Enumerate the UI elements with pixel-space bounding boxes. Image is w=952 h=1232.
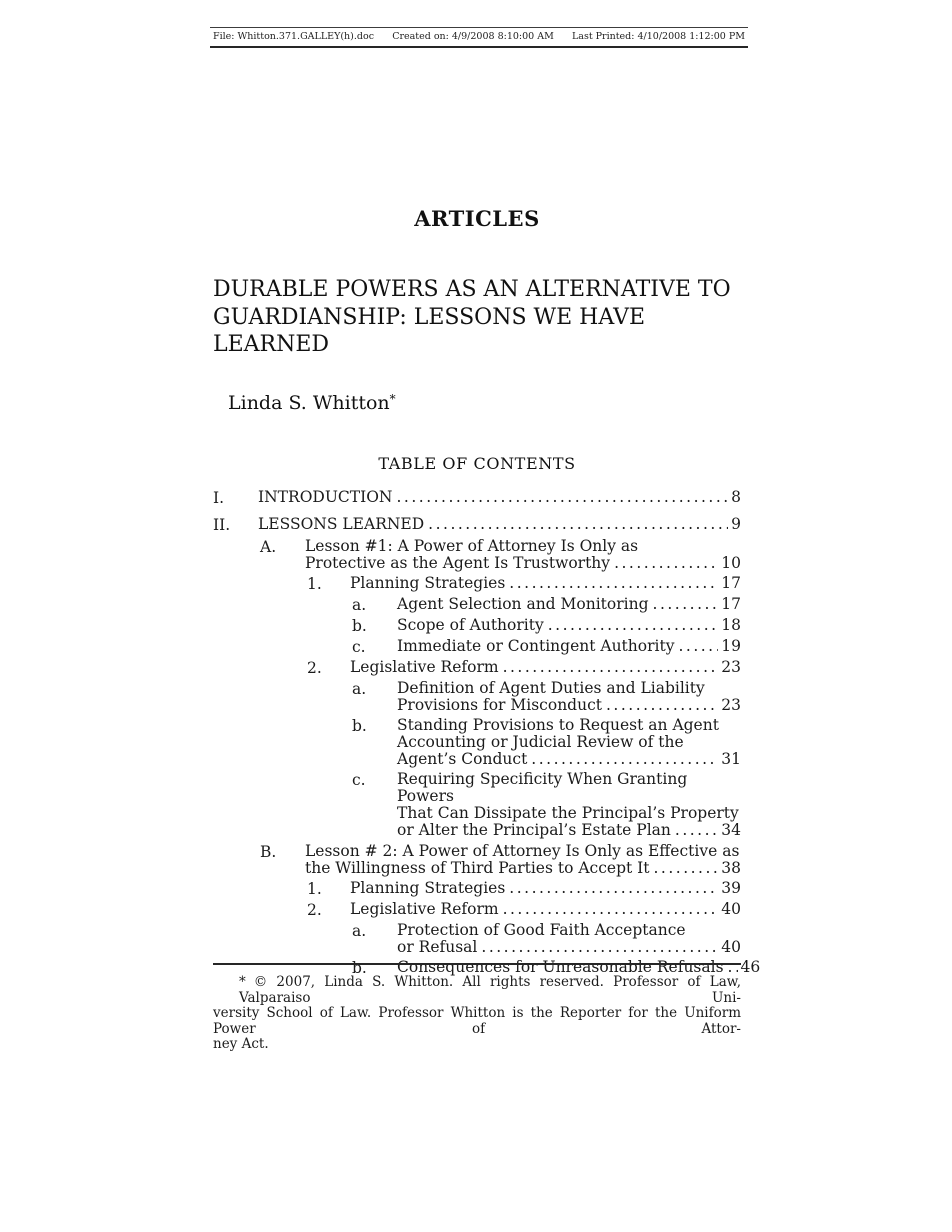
toc-entry-line [397,617,741,634]
toc-entry-label: II. [213,516,231,534]
footnote-line: ney Act. [213,1036,269,1052]
toc-entry-label: c. [352,638,366,656]
dot-leader [428,516,728,533]
toc-entry-body [397,638,741,656]
dot-leader [548,617,719,634]
toc-entry [352,680,741,714]
toc-entry-body [397,596,741,614]
toc-entry-line [350,659,741,676]
toc-entry-label: b. [352,717,367,735]
toc-entry-line: Requiring Specificity When Granting Powers [397,770,688,805]
article-title [213,276,745,359]
footnote-separator-rule [213,963,741,965]
toc-entry-text: Planning Strategies [350,574,506,592]
header-file-name: File: Whitton.371.GALLEY(h).doc [213,31,375,42]
footnote-text: © 2007, Linda S. Whitton. All rights reserved. Professor of Law, Valparaiso Uni- [239,974,741,1006]
toc-entry-label: 1. [307,880,322,898]
toc-page-number: 17 [721,574,741,592]
toc-entry [260,843,741,877]
toc-entry [352,717,741,768]
toc-entry-line [397,697,741,714]
toc-entry-text: Legislative Reform [350,658,499,676]
toc-entry [307,901,741,919]
toc-entry-body [397,922,741,956]
toc-entry-body [350,880,741,898]
toc-list [213,488,761,977]
toc-entry-body [397,771,741,839]
toc-entry-line: Protection of Good Faith Acceptance [397,921,686,939]
toc-entry [352,922,741,956]
toc-page-number: 46 [740,958,761,976]
toc-entry-text: the Willingness of Third Parties to Accept It [305,859,650,877]
footnote-line: versity School of Law. Professor Whitton is the Reporter for the Uniform Power of Attor- [213,1005,741,1037]
toc-entry [260,538,741,572]
toc-page-number: 40 [721,938,741,956]
toc-entry-text: Consequences for Unreasonable Refusals [397,958,724,976]
toc-page-number: 31 [721,750,741,768]
toc-entry-body [305,843,741,877]
toc-page-number: 10 [721,554,741,572]
author-name: Linda S. Whitton [228,392,390,414]
toc-entry-label: I. [213,489,225,507]
toc-entry-body [397,680,741,714]
toc-entry-body [258,489,741,507]
toc-entry-label: b. [352,959,367,977]
toc-entry-text: Planning Strategies [350,879,506,897]
dot-leader [509,880,718,897]
section-heading: ARTICLES [414,206,540,231]
toc-entry-line [397,751,741,768]
toc-entry-text: INTRODUCTION [258,488,393,506]
toc-entry-line [397,596,741,613]
toc-entry-text: or Refusal [397,938,478,956]
toc-page-number: 23 [721,658,741,676]
toc-page-number: 17 [721,595,741,613]
toc-page-number: 18 [721,616,741,634]
footnote-line [213,975,741,1006]
toc-entry-line [350,880,741,897]
toc-entry-line [350,575,741,592]
toc-entry-line [397,638,741,655]
toc-entry-line [258,489,741,506]
toc-page-number: 39 [721,879,741,897]
toc-entry-label: 1. [307,575,322,593]
toc-entry [352,617,741,635]
dot-leader [531,751,718,768]
dot-leader [678,638,718,655]
footnote [213,975,741,1053]
toc-entry-label: a. [352,596,367,614]
toc-entry-body [350,659,741,677]
toc-entry-text: Scope of Authority [397,616,544,634]
toc-entry-body [350,575,741,593]
toc-entry-line [350,901,741,918]
header-created-timestamp: Created on: 4/9/2008 8:10:00 AM [392,31,554,42]
dot-leader [481,939,718,956]
toc-page-number: 19 [721,637,741,655]
toc-entry-body [397,617,741,635]
toc-entry [352,638,741,656]
toc-entry [352,771,741,839]
toc-heading: TABLE OF CONTENTS [378,454,576,473]
toc-entry-text: Protective as the Agent Is Trustworthy [305,554,611,572]
dot-leader [654,860,719,877]
toc-entry-line: Definition of Agent Duties and Liability [397,679,705,697]
toc-entry-text: Legislative Reform [350,900,499,918]
toc-entry-text: or Alter the Principal’s Estate Plan [397,821,671,839]
toc-entry-body [258,516,741,534]
toc-entry-line: That Can Dissipate the Principal’s Property [397,804,739,822]
toc-entry-text: Provisions for Misconduct [397,696,602,714]
toc-entry-line: Lesson #1: A Power of Attorney Is Only as [305,537,639,555]
dot-leader [503,659,719,676]
toc-entry-text: LESSONS LEARNED [258,515,425,533]
author-line [228,392,396,414]
toc-entry-line: Standing Provisions to Request an Agent [397,716,719,734]
toc-entry-line: Lesson # 2: A Power of Attorney Is Only as Effective as [305,842,740,860]
toc-entry-line [305,860,741,877]
toc-page-number: 38 [721,859,741,877]
toc-entry [307,880,741,898]
toc-entry-text: Agent Selection and Monitoring [397,595,649,613]
toc-entry-label: a. [352,922,367,940]
toc-entry [213,489,741,507]
toc-entry-line [258,516,741,533]
toc-entry-text: Immediate or Contingent Authority [397,637,675,655]
header-last-printed-timestamp: Last Printed: 4/10/2008 1:12:00 PM [571,31,745,42]
dot-leader [675,822,718,839]
article-title-line-3: LEARNED [213,332,330,357]
toc-entry-line: Accounting or Judicial Review of the [397,733,684,751]
toc-entry-label: B. [260,843,277,861]
toc-entry-line [397,939,741,956]
toc-entry-label: A. [260,538,277,556]
author-footnote-marker: * [389,392,396,406]
toc-entry-label: 2. [307,901,322,919]
toc-page-number: 23 [721,696,741,714]
toc-entry-line [397,822,741,839]
dot-leader [509,575,718,592]
toc-entry-line [305,555,741,572]
article-title-line-2: GUARDIANSHIP: LESSONS WE HAVE [213,304,646,330]
toc-page-number: 34 [721,821,741,839]
galley-header [210,27,748,48]
toc-entry-body [305,538,741,572]
toc-entry-label: c. [352,771,366,789]
toc-entry [307,659,741,677]
toc-entry [307,575,741,593]
toc-entry-body [397,717,741,768]
dot-leader [614,555,718,572]
dot-leader [606,697,718,714]
article-title-line-1: DURABLE POWERS AS AN ALTERNATIVE TO [213,277,731,302]
dot-leader [503,901,719,918]
toc-entry [352,596,741,614]
toc-entry-text: Agent’s Conduct [397,750,528,768]
footnote-marker: * [239,974,246,990]
toc-page-number: 40 [721,900,741,918]
dot-leader [396,489,728,506]
toc-entry-body [350,901,741,919]
toc-page-number: 9 [731,515,741,533]
toc-page-number: 8 [731,488,741,506]
dot-leader [653,596,719,613]
toc-entry [213,516,741,534]
toc-entry-label: a. [352,680,367,698]
toc-entry-label: 2. [307,659,322,677]
toc-entry-label: b. [352,617,367,635]
